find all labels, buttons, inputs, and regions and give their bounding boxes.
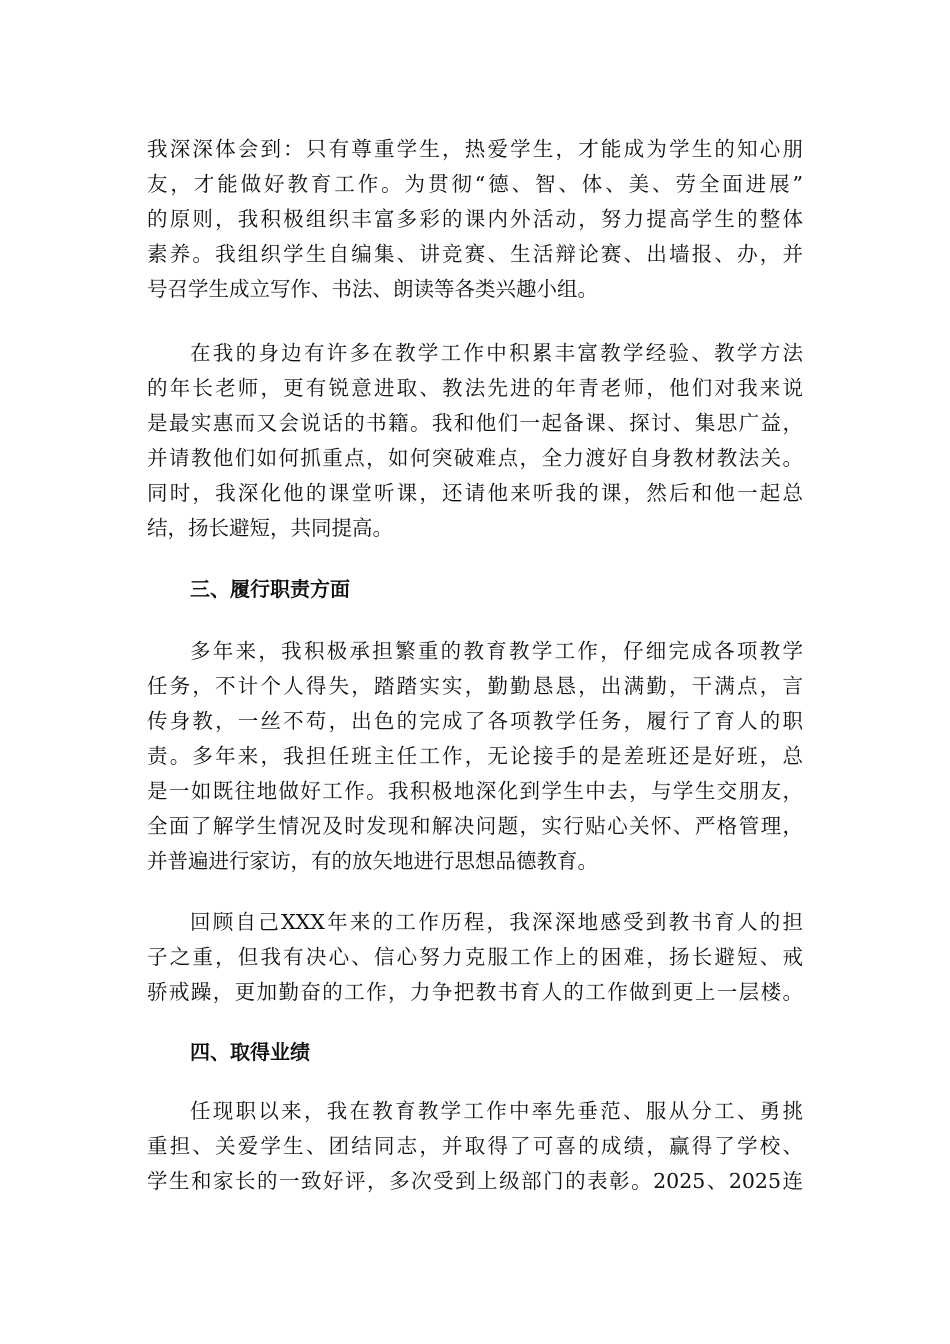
paragraph-line: 多年来，我积极承担繁重的教育教学工作，仔细完成各项教学 [190,639,803,663]
paragraph-line: 传身教，一丝不苟，出色的完成了各项教学任务，履行了育人的职 [147,709,803,733]
section-heading: 三、履行职责方面 [190,577,350,601]
paragraph-line: 的年长老师，更有锐意进取、教法先进的年青老师，他们对我来说 [147,376,803,400]
paragraph-line: 友，才能做好教育工作。为贯彻“德、智、体、美、劳全面进展” [147,172,803,196]
paragraph-line: 全面了解学生情况及时发现和解决问题，实行贴心关怀、严格管理， [147,814,803,838]
paragraph-line: 同时，我深化他的课堂听课，还请他来听我的课，然后和他一起总 [147,481,803,505]
paragraph-line: 子之重，但我有决心、信心努力克服工作上的困难，扬长避短、戒 [147,945,803,969]
paragraph-line: 结，扬长避短，共同提高。 [147,516,393,540]
paragraph-line: 我深深体会到：只有尊重学生，热爱学生，才能成为学生的知心朋 [147,137,803,161]
paragraph-line: 骄戒躁，更加勤奋的工作，力争把教书育人的工作做到更上一层楼。 [147,980,803,1004]
paragraph-line: 在我的身边有许多在教学工作中积累丰富教学经验、教学方法 [190,341,803,365]
paragraph-line: 是最实惠而又会说话的书籍。我和他们一起备课、探讨、集思广益， [147,411,803,435]
paragraph-line: 并普遍进行家访，有的放矢地进行思想品德教育。 [147,849,598,873]
paragraph-line: 并请教他们如何抓重点，如何突破难点，全力渡好自身教材教法关。 [147,446,803,470]
paragraph-line: 是一如既往地做好工作。我积极地深化到学生中去，与学生交朋友， [147,779,803,803]
section-heading: 四、取得业绩 [190,1040,310,1064]
paragraph-line: 素养。我组织学生自编集、讲竞赛、生活辩论赛、出墙报、办，并 [147,242,803,266]
paragraph-line: 重担、关爱学生、团结同志，并取得了可喜的成绩，赢得了学校、 [147,1134,803,1158]
paragraph-line: 任现职以来，我在教育教学工作中率先垂范、服从分工、勇挑 [190,1099,803,1123]
paragraph-line: 任务，不计个人得失，踏踏实实，勤勤恳恳，出满勤，干满点，言 [147,674,803,698]
paragraph-line: 学生和家长的一致好评，多次受到上级部门的表彰。2025、2025连 [147,1169,803,1193]
paragraph-line: 责。多年来，我担任班主任工作，无论接手的是差班还是好班，总 [147,744,803,768]
paragraph-line: 回顾自己XXX年来的工作历程，我深深地感受到教书育人的担 [190,910,803,934]
paragraph-line: 号召学生成立写作、书法、朗读等各类兴趣小组。 [147,277,598,301]
paragraph-line: 的原则，我积极组织丰富多彩的课内外活动，努力提高学生的整体 [147,207,803,231]
